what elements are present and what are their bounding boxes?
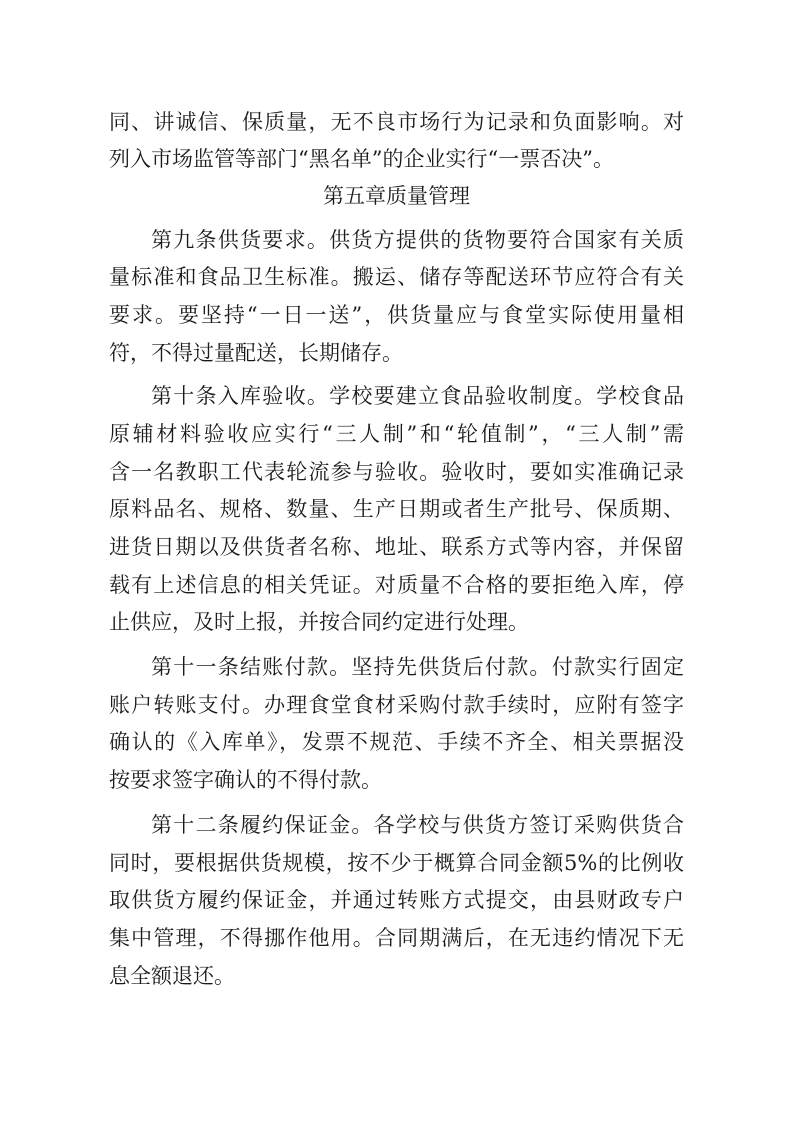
paragraph-line: 第十一条结账付款。坚持先供货后付款。付款实行固定 (151, 655, 684, 679)
paragraph-line: 原料品名、规格、数量、生产日期或者生产批号、保质期、 (109, 497, 684, 521)
chapter-title: 第五章质量管理 (323, 184, 470, 208)
paragraph-line: 集中管理，不得挪作他用。合同期满后，在无违约情况下无 (109, 926, 684, 950)
paragraph-line: 取供货方履约保证金，并通过转账方式提交，由县财政专户 (109, 888, 684, 912)
paragraph-line: 确认的《入库单》，发票不规范、手续不齐全、相关票据没 (109, 730, 684, 754)
paragraph-line: 同时，要根据供货规模，按不少于概算合同金额5%的比例收 (109, 851, 684, 875)
paragraph-line: 第九条供货要求。供货方提供的货物要符合国家有关质 (151, 228, 684, 252)
paragraph-line: 第十条入库验收。学校要建立食品验收制度。学校食品 (151, 384, 684, 408)
paragraph-line: 止供应，及时上报，并按合同约定进行处理。 (109, 610, 529, 634)
paragraph-line: 账户转账支付。办理食堂食材采购付款手续时，应附有签字 (109, 693, 684, 717)
paragraph-line: 含一名教职工代表轮流参与验收。验收时，要如实准确记录 (109, 460, 684, 484)
paragraph-line: 要求。要坚持“一日一送”，供货量应与食堂实际使用量相 (109, 303, 684, 327)
paragraph-line: 第十二条履约保证金。各学校与供货方签订采购供货合 (151, 813, 684, 837)
paragraph-line: 进货日期以及供货者名称、地址、联系方式等内容，并保留 (109, 535, 684, 559)
paragraph-line: 原辅材料验收应实行“三人制”和“轮值制”，“三人制”需 (109, 422, 684, 446)
paragraph-line: 按要求签字确认的不得付款。 (109, 768, 382, 792)
paragraph-line: 量标准和食品卫生标准。搬运、储存等配送环节应符合有关 (109, 265, 684, 289)
paragraph-line: 符，不得过量配送，长期储存。 (109, 341, 403, 365)
paragraph-line: 载有上述信息的相关凭证。对质量不合格的要拒绝入库，停 (109, 573, 684, 597)
paragraph-line: 同、讲诚信、保质量，无不良市场行为记录和负面影响。对 (109, 110, 684, 134)
paragraph-line: 列入市场监管等部门“黑名单”的企业实行“一票否决”。 (109, 147, 614, 171)
paragraph-line: 息全额退还。 (109, 964, 235, 988)
